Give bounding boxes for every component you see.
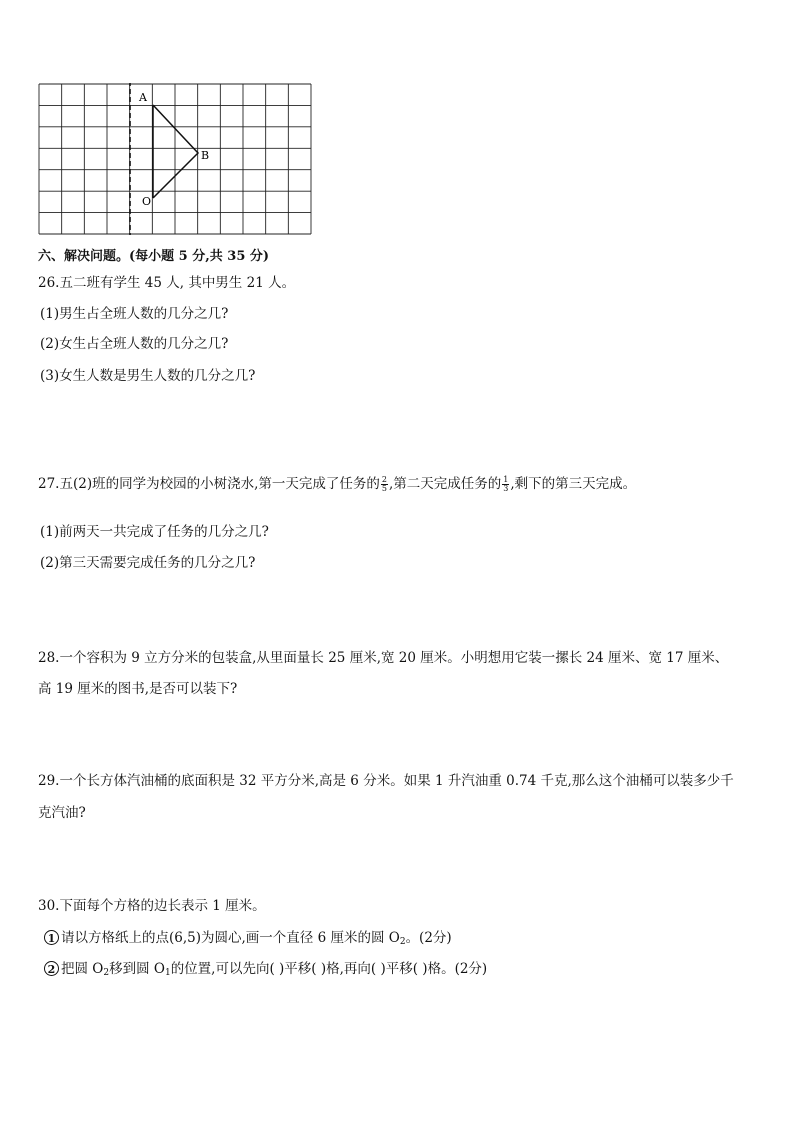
q27-frac2-den: 3	[503, 484, 509, 493]
q27-sub2: (2)第三天需要完成任务的几分之几?	[40, 555, 256, 571]
q30-sub2-subscript-2: 1	[164, 968, 171, 978]
q27-fraction-2	[502, 476, 509, 493]
label-b: B	[201, 149, 210, 162]
circled-number-2: 2	[44, 961, 59, 976]
q27-stem-a: 27.五(2)班的同学为校园的小树浇水,第一天完成了任务的	[38, 476, 380, 492]
q29-line2: 克汽油?	[38, 805, 86, 821]
q26-sub3: (3)女生人数是男生人数的几分之几?	[40, 368, 256, 384]
q30-sub1	[44, 926, 452, 947]
q26-stem: 26.五二班有学生 45 人, 其中男生 21 人。	[38, 275, 296, 291]
q30-sub1-b: 。(2分)	[405, 930, 452, 946]
q27-stem-c: ,剩下的第三天完成。	[510, 476, 637, 492]
q26-sub1: (1)男生占全班人数的几分之几?	[40, 306, 229, 322]
q27-frac2-num: 1	[503, 475, 509, 484]
q29-line1: 29.一个长方体汽油桶的底面积是 32 平方分米,高是 6 分米。如果 1 升汽油重 0.74 千克,那么这个油桶可以装多少千	[38, 773, 734, 789]
q30-sub1-subscript: 2	[399, 937, 406, 947]
section-title: 六、解决问题。(每小题 5 分,共 35 分)	[38, 249, 270, 264]
grid-figure	[38, 83, 312, 235]
q28-line2: 高 19 厘米的图书,是否可以装下?	[38, 681, 238, 697]
q30-sub2-b: 移到圆 O	[109, 961, 165, 977]
q30-sub2-subscript-1: 2	[103, 968, 110, 978]
q30-sub1-a: 请以方格纸上的点(6,5)为圆心,画一个直径 6 厘米的圆 O	[61, 930, 400, 946]
triangle-shape	[153, 105, 198, 198]
q30-sub2	[44, 957, 487, 978]
q28-line1: 28.一个容积为 9 立方分米的包装盒,从里面量长 25 厘米,宽 20 厘米。小明想用它装一摞长 24 厘米、宽 17 厘米、	[38, 650, 729, 666]
q27-sub1: (1)前两天一共完成了任务的几分之几?	[40, 524, 269, 540]
label-a: A	[139, 91, 147, 104]
q27-fraction-1	[381, 476, 388, 493]
grid-lines	[39, 84, 311, 234]
q30-sub2-a: 把圆 O	[61, 961, 104, 977]
label-o: O	[142, 195, 152, 208]
q26-sub2: (2)女生占全班人数的几分之几?	[40, 336, 229, 352]
q27-stem-b: ,第二天完成任务的	[388, 476, 502, 492]
q30-stem: 30.下面每个方格的边长表示 1 厘米。	[38, 898, 266, 914]
q27-frac1-den: 5	[381, 484, 387, 493]
q27-stem	[38, 472, 636, 493]
circled-number-1: 1	[44, 930, 59, 945]
q27-frac1-num: 2	[381, 475, 387, 484]
q30-sub2-c: 的位置,可以先向( )平移( )格,再向( )平移( )格。(2分)	[170, 961, 488, 977]
